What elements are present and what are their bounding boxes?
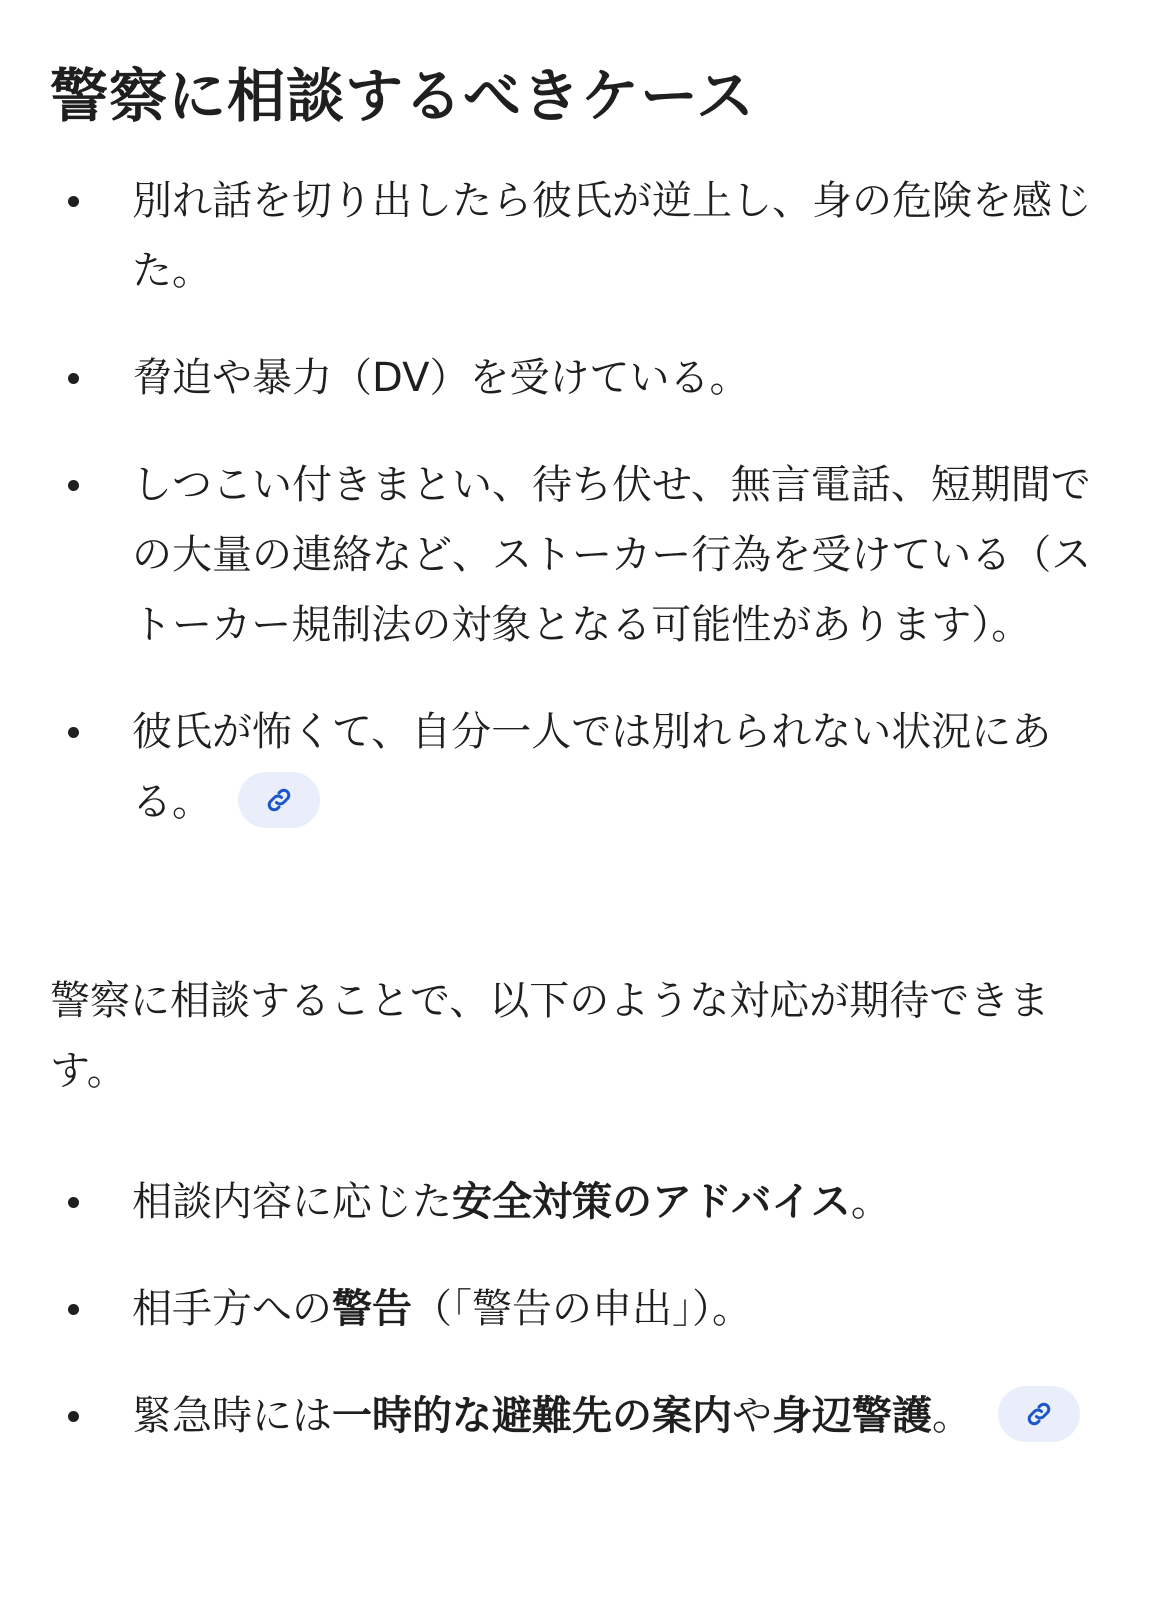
intro-paragraph: 警察に相談することで、以下のような対応が期待できます。 [50, 978, 1050, 1094]
source-link-button[interactable] [238, 772, 320, 828]
list-item-text: 別れ話を切り出したら彼氏が逆上し、身の危険を感じた。 [132, 178, 1092, 294]
list-item-text-pre: 相手方への [132, 1286, 332, 1332]
list-item-text: しつこい付きまとい、待ち伏せ、無言電話、短期間での大量の連絡など、ストーカー行為を受けている（ストーカー規制法の対象となる可能性があります）。 [132, 462, 1092, 648]
source-link-button[interactable] [998, 1386, 1080, 1442]
list-item [0, 1167, 1092, 1237]
bullet [68, 373, 79, 384]
list-item-text-pre: 相談内容に応じた [132, 1179, 452, 1225]
link-icon [1024, 1399, 1054, 1429]
responses-list [0, 1167, 1170, 1451]
bullet [68, 1304, 79, 1315]
bullet [68, 727, 79, 738]
link-icon [264, 785, 294, 815]
bullet [68, 480, 79, 491]
bullet [68, 196, 79, 207]
list-item [0, 166, 1092, 306]
list-item-text: 脅迫や暴力（DV）を受けている。 [132, 355, 750, 401]
list-item-text-pre: 緊急時には [132, 1393, 332, 1439]
list-item-text-mid: や [732, 1393, 772, 1439]
list-item-bold: 一時的な避難先の案内 [332, 1393, 732, 1439]
list-item [0, 450, 1092, 660]
bullet [68, 1411, 79, 1422]
bullet [68, 1197, 79, 1208]
list-item-bold: 警告 [332, 1286, 412, 1332]
list-item [0, 343, 1092, 413]
cases-list [0, 166, 1170, 837]
list-item-bold: 安全対策のアドバイス [452, 1179, 851, 1225]
section-heading: 警察に相談するべきケース [50, 62, 756, 130]
list-item-text-post: 。 [932, 1393, 972, 1439]
list-item-bold-2: 身辺警護 [772, 1393, 932, 1439]
list-item [0, 1381, 1092, 1451]
list-item [0, 1274, 1092, 1344]
list-item-text-post: （「警告の申出」）。 [412, 1286, 752, 1332]
list-item-text-post: 。 [850, 1179, 891, 1225]
list-item [0, 697, 1092, 837]
list-item-text: 彼氏が怖くて、自分一人では別れられない状況にある。 [132, 709, 1052, 825]
